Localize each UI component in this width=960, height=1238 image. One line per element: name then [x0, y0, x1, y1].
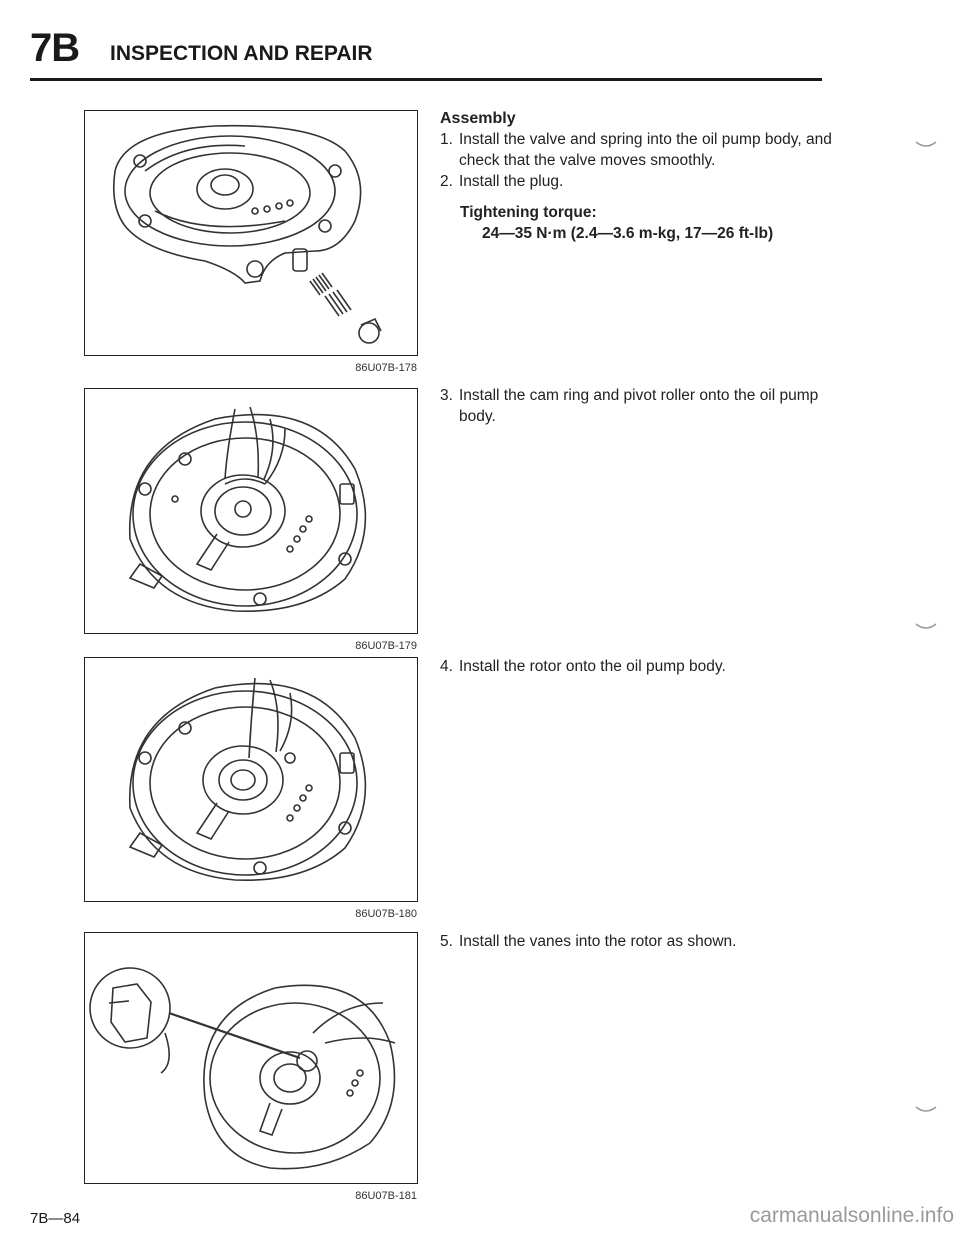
step-text: Install the vanes into the rotor as shown.: [459, 933, 737, 950]
step-number: 3.: [440, 387, 453, 404]
figure-cam-ring: [84, 388, 418, 652]
step-text: Install the plug.: [459, 173, 564, 190]
watermark: carmanualsonline.info: [749, 1204, 954, 1227]
step-4: [440, 656, 840, 677]
step-number: 5.: [440, 933, 453, 950]
assembly-block-1: [440, 108, 840, 244]
tightening-torque: [440, 202, 840, 244]
assembly-heading: Assembly: [440, 110, 516, 127]
binding-mark: [914, 1105, 938, 1115]
torque-label: Tightening torque:: [460, 204, 597, 221]
binding-mark: [914, 140, 938, 150]
page-header: [30, 26, 822, 82]
header-rule: [30, 78, 822, 81]
section-number: 7B: [30, 26, 80, 70]
step-number: 4.: [440, 658, 453, 675]
figure-valve-spring-plug: [84, 110, 418, 374]
torque-value: 24—35 N·m (2.4—3.6 m-kg, 17—26 ft-lb): [482, 225, 774, 242]
rotor-illustration: [85, 658, 417, 901]
figure-code: 86U07B-179: [355, 640, 417, 652]
figure-rotor: [84, 657, 418, 920]
step-3: [440, 385, 840, 427]
step-1: [440, 129, 840, 171]
step-number: 1.: [440, 131, 453, 148]
pump-body-valve-illustration: [85, 111, 417, 355]
binding-mark: [914, 622, 938, 632]
figure-vanes: [84, 932, 418, 1202]
figure-code: 86U07B-178: [355, 362, 417, 374]
figure-code: 86U07B-180: [355, 908, 417, 920]
step-number: 2.: [440, 173, 453, 190]
step-5: [440, 931, 840, 952]
page-number: 7B—84: [30, 1210, 81, 1227]
step-text: Install the valve and spring into the oil pump body, and check that the valve moves smoothly.: [459, 131, 832, 169]
step-2: [440, 171, 840, 192]
step-text: Install the rotor onto the oil pump body.: [459, 658, 726, 675]
section-title: INSPECTION AND REPAIR: [110, 42, 373, 65]
figure-code: 86U07B-181: [355, 1190, 417, 1202]
step-text: Install the cam ring and pivot roller onto the oil pump body.: [459, 387, 819, 425]
vanes-illustration: [85, 933, 417, 1183]
cam-ring-illustration: [85, 389, 417, 633]
